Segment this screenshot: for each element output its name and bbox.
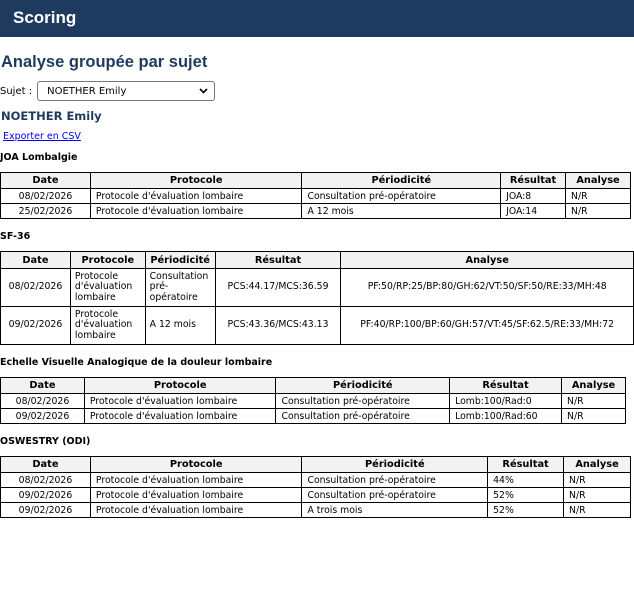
chevron-down-icon <box>199 88 208 94</box>
section-title-odi: OSWESTRY (ODI) <box>0 436 91 447</box>
column-header-protocole: Protocole <box>90 173 302 189</box>
column-header-protocole: Protocole <box>84 378 276 394</box>
cell-resultat: PCS:44.17/MCS:36.59 <box>215 269 341 307</box>
cell-date: 09/02/2026 <box>1 488 91 503</box>
table-row <box>1 488 631 503</box>
column-header-resultat: Résultat <box>450 378 562 394</box>
subject-label: Sujet : <box>0 85 33 97</box>
cell-periodicite: Consultation pré-opératoire <box>276 394 450 409</box>
subject-select[interactable] <box>37 81 215 101</box>
column-header-analyse: Analyse <box>562 378 626 394</box>
table-row <box>1 204 631 219</box>
section-title-joa: JOA Lombalgie <box>0 152 78 163</box>
cell-protocole: Protocole d'évaluation lombaire <box>90 189 302 204</box>
column-header-periodicite: Périodicité <box>302 457 488 473</box>
table-row <box>1 394 626 409</box>
cell-protocole: Protocole d'évaluation lombaire <box>90 473 302 488</box>
cell-resultat: JOA:14 <box>501 204 566 219</box>
cell-resultat: PCS:43.36/MCS:43.13 <box>215 307 341 345</box>
cell-periodicite: A trois mois <box>302 503 488 518</box>
cell-analyse: N/R <box>562 409 626 424</box>
subject-name-heading: NOETHER Emily <box>1 109 102 123</box>
table-row <box>1 307 634 345</box>
cell-date: 09/02/2026 <box>1 409 85 424</box>
cell-date: 08/02/2026 <box>1 269 71 307</box>
cell-resultat: 52% <box>488 488 564 503</box>
cell-periodicite: Consultation pré-opératoire <box>145 269 215 307</box>
subject-selector-row <box>0 80 634 102</box>
column-header-protocole: Protocole <box>70 252 145 269</box>
column-header-periodicite: Périodicité <box>302 173 501 189</box>
column-header-resultat: Résultat <box>501 173 566 189</box>
column-header-date: Date <box>1 457 91 473</box>
cell-periodicite: Consultation pré-opératoire <box>302 488 488 503</box>
column-header-resultat: Résultat <box>215 252 341 269</box>
column-header-resultat: Résultat <box>488 457 564 473</box>
eva-table <box>0 377 626 424</box>
cell-date: 08/02/2026 <box>1 189 91 204</box>
cell-analyse: N/R <box>564 488 631 503</box>
app-header <box>0 0 634 37</box>
odi-table <box>0 456 631 518</box>
cell-resultat: JOA:8 <box>501 189 566 204</box>
section-title-eva: Echelle Visuelle Analogique de la douleur lombaire <box>0 357 273 368</box>
cell-analyse: N/R <box>562 394 626 409</box>
cell-resultat: Lomb:100/Rad:60 <box>450 409 562 424</box>
cell-periodicite: A 12 mois <box>145 307 215 345</box>
table-header-row <box>1 378 626 394</box>
cell-periodicite: A 12 mois <box>302 204 501 219</box>
table-header-row <box>1 457 631 473</box>
column-header-analyse: Analyse <box>341 252 634 269</box>
cell-protocole: Protocole d'évaluation lombaire <box>84 394 276 409</box>
cell-resultat: Lomb:100/Rad:0 <box>450 394 562 409</box>
subject-select-value: NOETHER Emily <box>47 85 127 97</box>
export-csv-link[interactable]: Exporter en CSV <box>3 131 81 142</box>
cell-date: 09/02/2026 <box>1 503 91 518</box>
table-row <box>1 269 634 307</box>
table-row <box>1 189 631 204</box>
column-header-date: Date <box>1 252 71 269</box>
cell-periodicite: Consultation pré-opératoire <box>302 473 488 488</box>
column-header-analyse: Analyse <box>564 457 631 473</box>
table-row <box>1 503 631 518</box>
cell-resultat: 44% <box>488 473 564 488</box>
cell-date: 25/02/2026 <box>1 204 91 219</box>
column-header-periodicite: Périodicité <box>276 378 450 394</box>
cell-periodicite: Consultation pré-opératoire <box>276 409 450 424</box>
joa-table <box>0 172 631 219</box>
table-header-row <box>1 173 631 189</box>
cell-analyse: N/R <box>566 204 631 219</box>
cell-date: 08/02/2026 <box>1 394 85 409</box>
column-header-analyse: Analyse <box>566 173 631 189</box>
main-content <box>0 52 634 518</box>
cell-analyse: N/R <box>564 473 631 488</box>
cell-analyse: PF:40/RP:100/BP:60/GH:57/VT:45/SF:62.5/RE:33/MH:72 <box>341 307 634 345</box>
cell-analyse: N/R <box>564 503 631 518</box>
cell-periodicite: Consultation pré-opératoire <box>302 189 501 204</box>
cell-protocole: Protocole d'évaluation lombaire <box>90 488 302 503</box>
page-title: Analyse groupée par sujet <box>1 53 208 71</box>
table-row <box>1 473 631 488</box>
table-header-row <box>1 252 634 269</box>
cell-protocole: Protocole d'évaluation lombaire <box>84 409 276 424</box>
cell-analyse: N/R <box>566 189 631 204</box>
section-title-sf36: SF-36 <box>0 231 31 242</box>
cell-protocole: Protocole d'évaluation lombaire <box>70 269 145 307</box>
column-header-protocole: Protocole <box>90 457 302 473</box>
column-header-periodicite: Périodicité <box>145 252 215 269</box>
column-header-date: Date <box>1 173 91 189</box>
cell-protocole: Protocole d'évaluation lombaire <box>90 204 302 219</box>
cell-analyse: PF:50/RP:25/BP:80/GH:62/VT:50/SF:50/RE:33/MH:48 <box>341 269 634 307</box>
cell-date: 09/02/2026 <box>1 307 71 345</box>
cell-protocole: Protocole d'évaluation lombaire <box>90 503 302 518</box>
app-title: Scoring <box>13 8 77 27</box>
cell-protocole: Protocole d'évaluation lombaire <box>70 307 145 345</box>
sf36-table <box>0 251 634 345</box>
cell-resultat: 52% <box>488 503 564 518</box>
cell-date: 08/02/2026 <box>1 473 91 488</box>
column-header-date: Date <box>1 378 85 394</box>
table-row <box>1 409 626 424</box>
